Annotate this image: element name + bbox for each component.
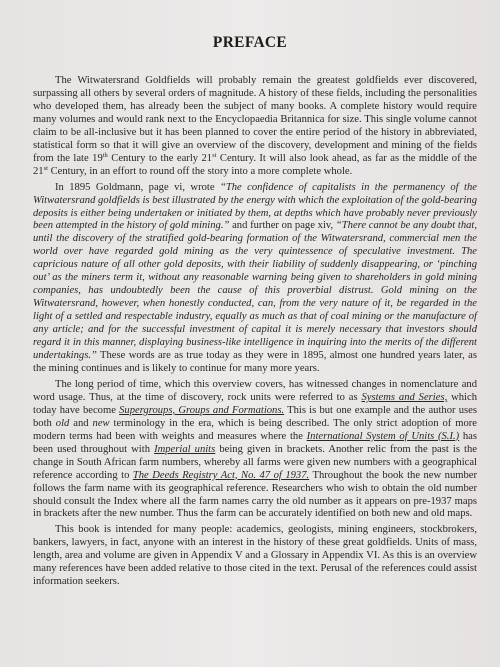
nomenclature-text-a: The long period of time, which this overview covers, has witnessed changes in nomenclature and word usage. Thus, at the time of discovery, rock units were referred to as (33, 378, 477, 403)
word-old: old (55, 417, 70, 429)
nomenclature-text-e: terminology in the era, which is being described. The only strict adoption of more modern terms had been with weights and measures where the (33, 417, 477, 442)
goldmann-quote-1: “The confidence of capitalists in the permanency of the Witwatersrand goldfields is best illustrated by the energy with which the exploitation of the gold-bearing deposits is either being undertaken or initiated by them, at depths which have probably never previously been attempted in the history of gold mining.” (33, 181, 477, 232)
paragraph-audience: This book is intended for many people: academics, geologists, mining engineers, stockbrokers, bankers, lawyers, in fact, anyone with an interest in the history of these great goldfields. Units of mass, length, area and volume are given in Appendix V and a Glossary in Appendix VI. As this is an overview many references have been added relative to those cited in the text. Perusal of the references could assist information seekers. (33, 524, 477, 588)
goldmann-quote-2: “There cannot be any doubt that, until the discovery of the stratified gold-bearing formation of the Witwatersrand, commercial men the world over have regarded gold mining as the very quintessence of speculative investment. The capricious nature of all other gold deposits, with their liability of suddenly disappearing, or ‘pinching out’ as the miners term it, without any reasonable warning being given to shareholders in gold mining companies, has undoubtedly been the cause of this proverbial distrust. Gold mining on the Witwatersrand, however, when honestly conducted, can, from the very nature of it, be regarded in the light of a settled and respectable industry, equally as much as that of coal mining or the manufacture of any article; and for the successful investment of capital it is merely necessary that investors should regard it in this manner, displaying business-like intelligence in inquiring into the merits of the different undertakings.” (33, 220, 478, 362)
word-new: new (92, 417, 110, 429)
page-title: PREFACE (212, 34, 288, 51)
ordinal-suffix: st (43, 164, 48, 172)
preface-body (33, 75, 477, 592)
intro-text-b: Century to the early 21 (107, 152, 213, 164)
term-new: Supergroups, Groups and Formations. (119, 404, 285, 416)
goldmann-text-a: In 1895 Goldmann, page vi, wrote (55, 181, 220, 193)
paragraph-nomenclature (33, 379, 477, 521)
nomenclature-text-g: being given in brackets. Another relic from the past is the change in South African farm numbers, whereby all farms were given new numbers with a geographical reference according to (33, 443, 477, 481)
goldmann-text-b: and further on page xiv, (229, 220, 336, 232)
intro-text-d: Century, in an effort to round off the story into a more complete whole. (47, 165, 353, 177)
imperial-units: Imperial units (154, 443, 216, 455)
intro-text-a: The Witwatersrand Goldfields will probably remain the greatest goldfields ever discovered, surpassing all others by several orders of magnitude. A history of these fields, including the personalities who developed them, has already been the subject of many books. A complete history would require many volumes and would rank next to the Encyclopaedia Britannica for size. This single volume cannot claim to be all-inclusive but it has been planned to cover the entire period of the history in abbreviated, statistical form so that it will give an overview of the discovery, development and mining of the fields from the late 19 (33, 75, 477, 164)
nomenclature-text-f: has been used throughout with (33, 430, 478, 455)
deeds-registry-act: The Deeds Registry Act, No. 47 of 1937. (132, 469, 310, 481)
intro-text-c: Century. It will also look ahead, as far as the middle of the 21 (33, 152, 477, 177)
nomenclature-text-h: Throughout the book the new number follows the farm name with its geographical reference. Researchers who wish to obtain the old number should consult the Index where all the farm names carry the old number as it appears on pre-1937 maps in brackets after the new number. Thus the farm can be accurately identified on both new and old maps. (33, 469, 478, 520)
goldmann-text-c: These words are as true today as they were in 1895, almost one hundred years later, as the mining continues and is likely to continue for many more years. (33, 350, 477, 374)
ordinal-suffix: th (102, 151, 108, 159)
paragraph-goldmann (33, 182, 477, 376)
nomenclature-text-d: and (69, 417, 93, 429)
nomenclature-text-b: which today have become (33, 391, 477, 416)
si-units: International System of Units (S.I.) (306, 430, 460, 442)
term-old: Systems and Series, (361, 391, 448, 403)
ordinal-suffix: st (212, 151, 217, 159)
nomenclature-text-c: This is but one example and the author uses both (33, 404, 477, 429)
paragraph-intro (33, 75, 477, 179)
